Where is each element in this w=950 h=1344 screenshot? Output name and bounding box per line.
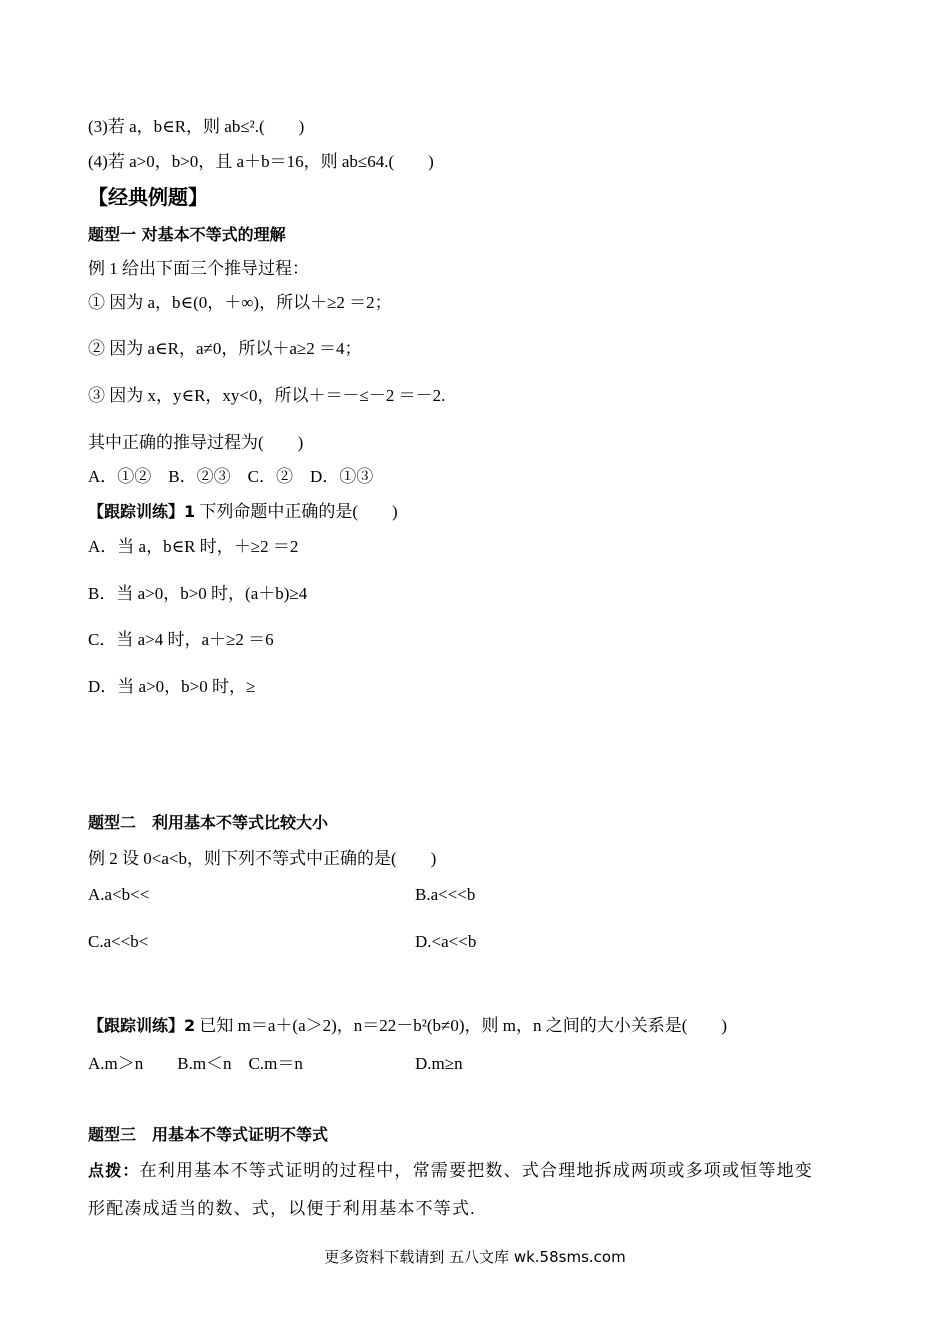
example1-intro: 例 1 给出下面三个推导过程： [88,259,309,278]
example2-option-c: C.a<<b< [88,932,149,951]
track2-option-d: D.m≥n [415,1054,463,1073]
example1-question: 其中正确的推导过程为( ) [88,433,304,452]
example2-option-b: B.a<<<b [415,885,476,904]
track1-text: 下列命题中正确的是( ) [195,502,398,521]
question-4: (4)若 a>0，b>0，且 a＋b＝16，则 ab≤64.( ) [88,152,434,171]
track1-prompt [88,501,398,523]
hint-label: 点拨： [88,1161,140,1180]
track2-options: A.m＞n B.m＜n C.m＝n [88,1054,303,1073]
track1-label: 【跟踪训练】1 [88,502,196,521]
hint-line2: 形配凑成适当的数、式，以便于利用基本不等式. [88,1199,476,1218]
hint-text1: 在利用基本不等式证明的过程中，常需要把数、式合理地拆成两项或多项或恒等地变 [139,1161,814,1180]
example1-options: A．①② B．②③ C．② D．①③ [88,467,374,486]
track2-label: 【跟踪训练】2 [88,1016,196,1035]
track1-option-d: D．当 a>0，b>0 时，≥ [88,677,256,696]
type3-title: 题型三 用基本不等式证明不等式 [88,1125,329,1144]
track2-text: 已知 m＝a＋(a＞2)，n＝22－b²(b≠0)，则 m，n 之间的大小关系是( ) [195,1016,728,1035]
example1-step2: ② 因为 a∈R，a≠0，所以＋a≥2 ＝4； [88,339,362,358]
track1-option-c: C．当 a>4 时，a＋≥2 ＝6 [88,630,274,649]
example2-option-a: A.a<b<< [88,885,150,904]
example1-step3: ③ 因为 x，y∈R，xy<0，所以＋＝－≤－2 ＝－2. [88,386,446,405]
track1-option-b: B．当 a>0，b>0 时，(a＋b)≥4 [88,584,308,603]
example2-intro: 例 2 设 0<a<b，则下列不等式中正确的是( ) [88,849,437,868]
footer-link[interactable]: 更多资料下载请到 五八文库 wk.58sms.com [324,1248,626,1266]
track2-prompt [88,1015,727,1037]
type1-title: 题型一 对基本不等式的理解 [88,225,286,244]
track1-option-a: A．当 a，b∈R 时，＋≥2 ＝2 [88,537,299,556]
question-3: (3)若 a，b∈R，则 ab≤².( ) [88,117,305,136]
example1-step1: ① 因为 a，b∈(0，＋∞)，所以＋≥2 ＝2； [88,293,392,312]
hint-line1 [88,1160,813,1182]
section-title: 【经典例题】 [88,185,208,209]
example2-option-d: D.<a<<b [415,932,477,951]
type2-title: 题型二 利用基本不等式比较大小 [88,813,329,832]
